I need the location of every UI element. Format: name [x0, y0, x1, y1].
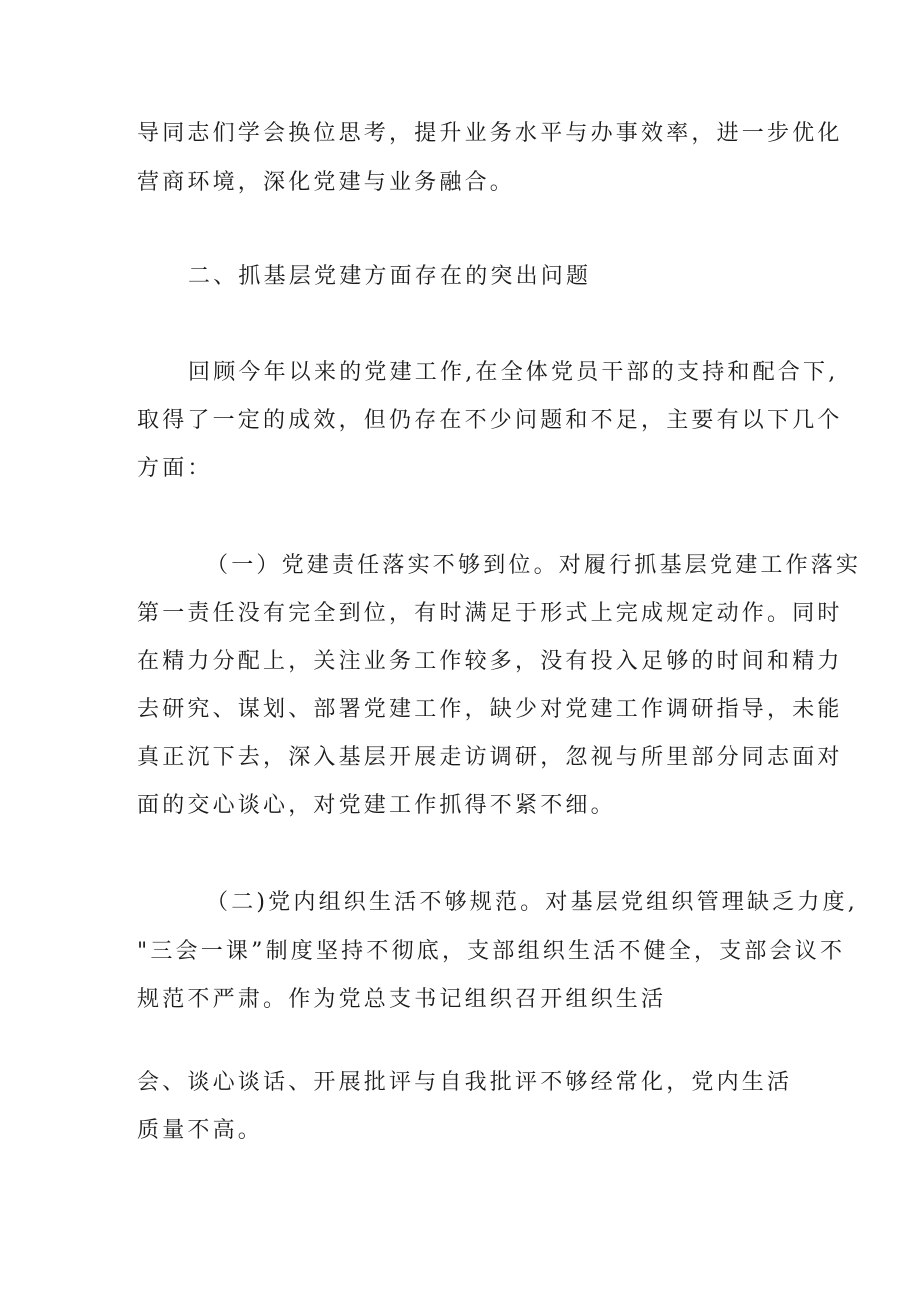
- paragraph-line: 回顾今年以来的党建工作,在全体党员干部的支持和配合下,: [188, 360, 839, 385]
- paragraph-line: 真正沉下去，深入基层开展走访调研，忽视与所里部分同志面对: [137, 745, 843, 770]
- paragraph-line: 会、谈心谈话、开展批评与自我批评不够经常化，党内生活: [137, 1070, 793, 1095]
- section-heading: 二、抓基层党建方面存在的突出问题: [188, 264, 592, 289]
- paragraph-line: 方面：: [137, 456, 213, 481]
- paragraph-line: 营商环境，深化党建与业务融合。: [137, 170, 516, 195]
- paragraph-line: 面的交心谈心，对党建工作抓得不紧不细。: [137, 793, 616, 818]
- paragraph-line: （二)党内组织生活不够规范。对基层党组织管理缺乏力度,: [206, 890, 858, 915]
- paragraph-line: 去研究、谋划、部署党建工作，缺少对党建工作调研指导，未能: [137, 697, 843, 722]
- paragraph-line: 在精力分配上，关注业务工作较多，没有投入足够的时间和精力: [137, 649, 843, 674]
- paragraph-line: 导同志们学会换位思考，提升业务水平与办事效率，进一步优化: [137, 121, 843, 146]
- paragraph-line: 质量不高。: [137, 1118, 264, 1143]
- paragraph-line: 规范不严肃。作为党总支书记组织召开组织生活: [137, 987, 667, 1012]
- paragraph-line: （一）党建责任落实不够到位。对履行抓基层党建工作落实: [206, 553, 862, 578]
- paragraph-line: "三会一课”制度坚持不彻底，支部组织生活不健全，支部会议不: [137, 939, 846, 964]
- paragraph-line: 第一责任没有完全到位，有时满足于形式上完成规定动作。同时: [137, 601, 843, 626]
- paragraph-line: 取得了一定的成效，但仍存在不少问题和不足，主要有以下几个: [137, 408, 843, 433]
